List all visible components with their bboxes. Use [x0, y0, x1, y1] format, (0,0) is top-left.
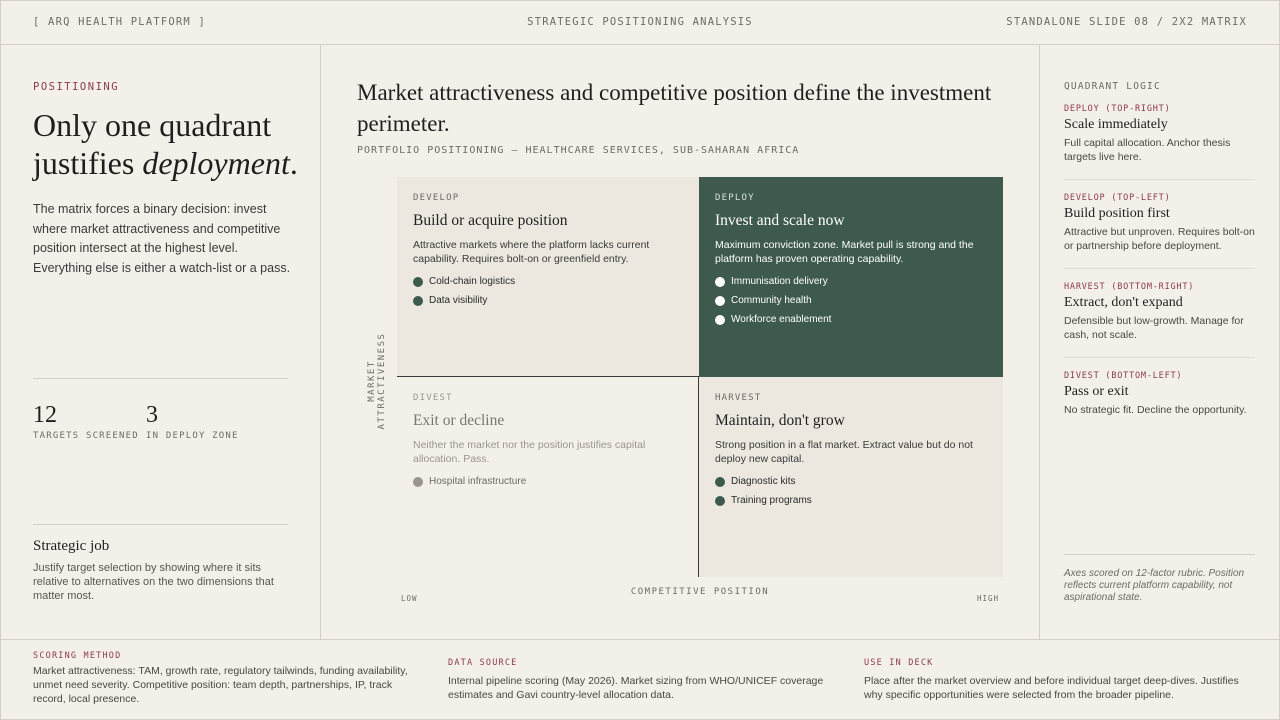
column-divider-left	[320, 45, 321, 639]
footer-divider	[0, 639, 1280, 640]
target-item	[715, 472, 987, 491]
quadrant-tag: DEPLOY	[715, 193, 755, 203]
target-label: Community health	[731, 295, 812, 306]
footer-title: USE IN DECK	[864, 658, 934, 668]
target-item	[715, 272, 987, 291]
footer-text: Internal pipeline scoring (May 2026). Market sizing from WHO/UNICEF coverage estimates and Gavi country-level allocation data.	[448, 675, 824, 701]
hero-title-emphasis: deployment	[142, 145, 290, 181]
quadrant-target-list	[715, 472, 987, 510]
quadrant-target-list	[413, 472, 683, 491]
logic-title: Scale immediately	[1064, 117, 1168, 132]
bullet-dot-icon	[715, 315, 725, 325]
x-axis-low-label: LOW	[401, 594, 418, 603]
target-item	[715, 291, 987, 310]
quadrant-title: Exit or decline	[413, 412, 505, 429]
quadrant-description: Attractive markets where the platform lacks current capability. Requires bolt-on or greenfield entry.	[413, 239, 650, 265]
quadrant-target-list	[715, 272, 987, 329]
quadrant-logic-kicker: QUADRANT LOGIC	[1064, 81, 1161, 92]
logic-description: Attractive but unproven. Requires bolt-on or partnership before deployment.	[1064, 226, 1255, 252]
logic-title: Pass or exit	[1064, 384, 1129, 399]
target-label: Diagnostic kits	[731, 476, 796, 487]
target-item	[413, 472, 683, 491]
logic-tag: DEVELOP (TOP-LEFT)	[1064, 193, 1171, 203]
target-label: Data visibility	[429, 295, 488, 306]
target-label: Cold-chain logistics	[429, 276, 516, 287]
quadrant-description: Neither the market nor the position justifies capital allocation. Pass.	[413, 439, 646, 465]
logic-description: Full capital allocation. Anchor thesis targets live here.	[1064, 137, 1231, 163]
bullet-dot-icon	[715, 477, 725, 487]
logic-item-deploy	[1064, 104, 1255, 164]
target-label: Training programs	[731, 495, 812, 506]
hero-title-end: .	[289, 145, 298, 181]
target-item	[413, 272, 683, 291]
matrix-title: Market attractiveness and competitive position define the investment perimeter.	[357, 80, 992, 136]
logic-divider	[1064, 268, 1255, 269]
target-label: Immunisation delivery	[731, 276, 828, 287]
stat-targets-screened	[33, 401, 139, 441]
logic-item-divest	[1064, 371, 1255, 417]
quadrant-tag: DIVEST	[413, 393, 453, 403]
target-label: Workforce enablement	[731, 314, 832, 325]
stat-deploy-zone	[146, 401, 239, 441]
quadrant-divest	[397, 377, 699, 577]
intro-text: The matrix forces a binary decision: invest where market attractiveness and competitive position intersect at the highest level. Everything else is either a watch-list or a pass.	[33, 202, 291, 275]
footer-use-in-deck	[864, 658, 1249, 702]
quadrant-harvest	[699, 377, 1003, 577]
quadrant-target-list	[413, 272, 683, 310]
strategic-job-text: Justify target selection by showing where it sits relative to alternatives on the two dimensions that matter most.	[33, 562, 274, 602]
logic-divider	[1064, 179, 1255, 180]
footer-title: DATA SOURCE	[448, 658, 518, 668]
logic-tag: DEPLOY (TOP-RIGHT)	[1064, 104, 1171, 114]
bullet-dot-icon	[413, 477, 423, 487]
bullet-dot-icon	[715, 496, 725, 506]
quadrant-description: Maximum conviction zone. Market pull is strong and the platform has proven operating capability.	[715, 239, 974, 265]
logic-title: Build position first	[1064, 206, 1170, 221]
left-rule-top	[33, 378, 288, 379]
quadrant-tag: DEVELOP	[413, 193, 460, 203]
footer-title: SCORING METHOD	[33, 651, 122, 661]
x-axis-high-label: HIGH	[976, 594, 999, 603]
quadrant-title: Invest and scale now	[715, 212, 845, 229]
scoring-note: Axes scored on 12-factor rubric. Position reflects current platform capability, not aspirational state.	[1064, 568, 1245, 603]
bullet-dot-icon	[715, 296, 725, 306]
hero-title-main: Only one quadrant justifies	[33, 107, 272, 181]
stat-value: 12	[33, 402, 57, 428]
right-rule	[1064, 554, 1255, 555]
target-label: Hospital infrastructure	[429, 476, 527, 487]
bullet-dot-icon	[715, 277, 725, 287]
logic-divider	[1064, 357, 1255, 358]
slide-label: STANDALONE SLIDE 08 / 2X2 MATRIX	[1006, 16, 1247, 28]
quadrant-develop	[397, 177, 699, 377]
quadrant-deploy	[699, 177, 1003, 377]
quadrant-description: Strong position in a flat market. Extract value but do not deploy new capital.	[715, 439, 973, 465]
logic-tag: DIVEST (BOTTOM-LEFT)	[1064, 371, 1183, 381]
matrix-subtitle: PORTFOLIO POSITIONING — HEALTHCARE SERVICES, SUB-SAHARAN AFRICA	[357, 145, 800, 156]
horizontal-axis-line	[397, 376, 699, 377]
left-rule-bottom	[33, 524, 288, 525]
logic-description: No strategic fit. Decline the opportunity.	[1064, 404, 1247, 416]
footer-data-source	[448, 658, 843, 702]
footer-text: Market attractiveness: TAM, growth rate, regulatory tailwinds, funding availability, unmet need severity. Competitive position: team depth, partnerships, IP, track record, local presence.	[33, 665, 408, 705]
bullet-dot-icon	[413, 296, 423, 306]
section-label: STRATEGIC POSITIONING ANALYSIS	[527, 16, 753, 28]
target-item	[715, 310, 987, 329]
stat-label: IN DEPLOY ZONE	[146, 431, 239, 441]
header-bar	[0, 0, 1280, 45]
brand-label: [ ARQ HEALTH PLATFORM ]	[33, 16, 206, 28]
stat-value: 3	[146, 402, 158, 428]
target-item	[413, 291, 683, 310]
quadrant-title: Maintain, don't grow	[715, 412, 845, 429]
quadrant-title: Build or acquire position	[413, 212, 568, 229]
logic-item-harvest	[1064, 282, 1255, 342]
target-item	[715, 491, 987, 510]
quadrant-tag: HARVEST	[715, 393, 762, 403]
hero-title	[33, 106, 303, 182]
logic-item-develop	[1064, 193, 1255, 253]
stat-label: TARGETS SCREENED	[33, 431, 139, 441]
logic-description: Defensible but low-growth. Manage for cash, not scale.	[1064, 315, 1244, 341]
footer-scoring-method	[33, 651, 423, 706]
vertical-axis-line	[698, 377, 699, 577]
positioning-kicker: POSITIONING	[33, 81, 120, 93]
logic-title: Extract, don't expand	[1064, 295, 1183, 310]
strategic-job-title: Strategic job	[33, 538, 110, 554]
column-divider-right	[1039, 45, 1040, 639]
bullet-dot-icon	[413, 277, 423, 287]
logic-tag: HARVEST (BOTTOM-RIGHT)	[1064, 282, 1195, 292]
footer-text: Place after the market overview and before individual target deep-dives. Justifies why specific opportunities were selected from the broader pipeline.	[864, 675, 1239, 701]
y-axis-label: MARKET ATTRACTIVENESS	[367, 332, 387, 430]
x-axis-label: COMPETITIVE POSITION	[630, 587, 770, 597]
